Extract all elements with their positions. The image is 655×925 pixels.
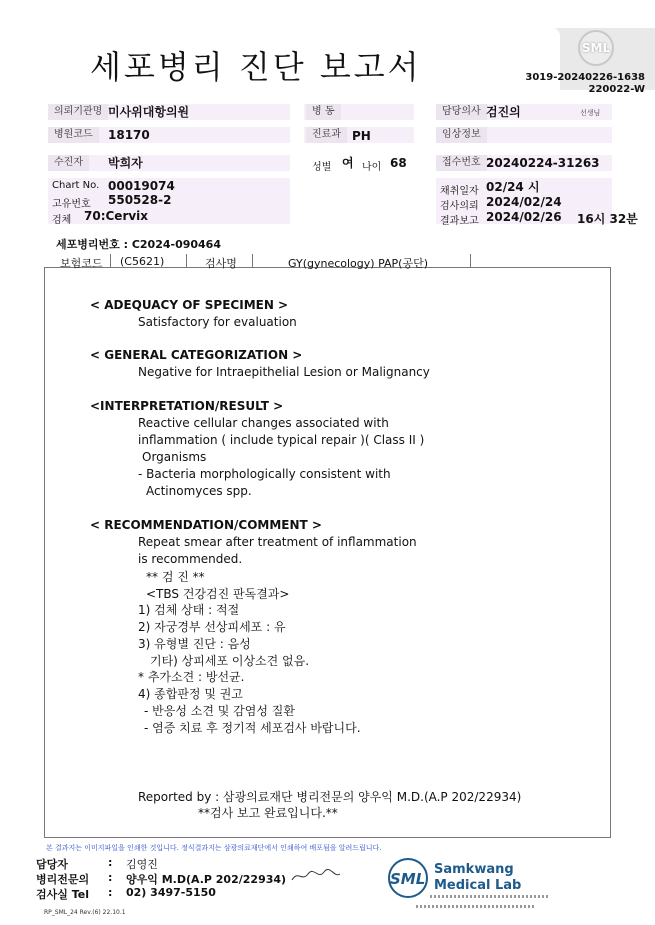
doctor-label: 담당의사 [436,104,487,120]
reported-by: Reported by : 삼광의료재단 병리전문의 양우익 M.D.(A.P 202/22934) [138,790,522,804]
recommendation-line: <TBS 건강검진 판독결과> [146,587,290,601]
recommendation-line: ** 검 진 ** [146,570,205,584]
ins-code-label: 보험코드 [60,257,103,270]
recommendation-line: 기타) 상피세포 이상소견 없음. [150,654,310,668]
recommendation-line: is recommended. [138,552,243,566]
result-label: 결과보고 [440,216,479,227]
manager-value: 김영진 [126,858,158,871]
dept-value: PH [352,129,371,143]
tel-label: 검사실 Tel [36,888,89,901]
recommendation-line: Repeat smear after treatment of inflammation [138,535,417,549]
patient-value: 박희자 [108,156,143,170]
clinical-label: 임상정보 [436,127,487,143]
recommendation-line: 3) 유형별 진단 : 음성 [138,637,251,651]
signature-icon [290,868,342,884]
receipt-label: 접수번호 [436,155,487,171]
ward-label: 병 동 [306,104,341,120]
request-label: 검사의뢰 [440,201,479,212]
test-label: 검사명 [205,257,237,270]
chart-label: Chart No. [52,180,100,191]
recommendation-line: 2) 자궁경부 선상피세포 : 유 [138,620,286,634]
ins-code-value: (C5621) [120,255,165,268]
interpretation-line: - Bacteria morphologically consistent with [138,467,391,481]
interpretation-line: Reactive cellular changes associated with [138,416,389,430]
recommendation-line: 1) 검체 상태 : 적절 [138,603,240,617]
lab-address-icon [430,895,550,898]
sex-label: 성별 [312,162,332,173]
notice-text: 본 결과지는 이미지파일을 인쇄한 것입니다. 정식결과지는 삼광의료재단에서 인쇄하여 배포됨을 알려드립니다. [46,844,382,852]
chart-value: 00019074 [108,179,175,193]
adequacy-text: Satisfactory for evaluation [138,315,297,329]
request-value: 2024/02/24 [486,195,562,209]
age-label: 나이 [362,162,382,173]
form-code: RP_SML_24 Rev.(6) 22.10.1 [44,909,126,916]
colon: : [108,886,113,899]
colon: : [108,856,113,869]
interpretation-heading: <INTERPRETATION/RESULT > [90,399,284,413]
recommendation-line: * 추가소견 : 방선균. [138,670,245,684]
divider [252,254,253,267]
specimen-label: 검체 [52,215,72,226]
sex-value: 여 [342,156,354,170]
institution-value: 미사위대항의원 [108,105,190,119]
adequacy-heading: < ADEQUACY OF SPECIMEN > [90,298,289,312]
patient-label: 수진자 [48,155,89,171]
collect-value: 02/24 시 [486,180,540,194]
lab-name-1: Samkwang [434,862,514,877]
interpretation-line: Actinomyces spp. [146,484,252,498]
dept-label: 진료과 [306,127,347,143]
id-label: 고유번호 [52,199,91,210]
doctor-value: 검진의 [486,105,521,119]
recommendation-line: - 반응성 소견 및 감염성 질환 [144,704,295,718]
interpretation-line: inflammation ( include typical repair )( Class II ) [138,433,425,447]
manager-label: 담당자 [36,858,68,871]
lab-contact-icon [416,905,534,908]
hospital-code-label: 병원코드 [48,127,99,143]
divider [470,254,471,267]
doctor-suffix: 선생님 [580,109,601,117]
report-complete: **검사 보고 완료입니다.** [198,806,338,820]
result-value: 2024/02/26 [486,210,562,224]
specimen-value: 70:Cervix [84,209,149,223]
test-value: GY(gynecology) PAP(공단) [288,257,428,270]
result-time: 16시 32분 [577,212,638,226]
institution-label: 의뢰기관명 [48,104,108,120]
recommendation-line: - 염증 치료 후 정기적 세포검사 바랍니다. [144,721,361,735]
sml-badge-icon: SML [578,30,614,66]
general-heading: < GENERAL CATEGORIZATION > [90,348,303,362]
lab-name-2: Medical Lab [434,878,522,893]
report-id: 3019-20240226-1638 220022-W [525,72,645,95]
hospital-code-value: 18170 [108,128,150,142]
recommendation-line: 4) 종합판정 및 권고 [138,687,243,701]
page-title: 세포병리 진단 보고서 [90,48,422,86]
collect-label: 채취일자 [440,186,479,197]
divider [110,254,111,267]
cytology-number: 세포병리번호 : C2024-090464 [56,238,221,251]
tel-value: 02) 3497-5150 [126,886,216,899]
interpretation-line: Organisms [142,450,207,464]
divider [186,254,187,267]
pathologist-label: 병리전문의 [36,873,90,886]
lab-logo-text: SML [390,870,426,888]
general-text: Negative for Intraepithelial Lesion or Malignancy [138,365,430,379]
receipt-value: 20240224-31263 [486,156,600,170]
pathologist-value: 양우익 M.D(A.P 202/22934) [126,873,287,886]
id-value: 550528-2 [108,193,172,207]
age-value: 68 [390,156,407,170]
colon: : [108,871,113,884]
recommendation-heading: < RECOMMENDATION/COMMENT > [90,518,322,532]
